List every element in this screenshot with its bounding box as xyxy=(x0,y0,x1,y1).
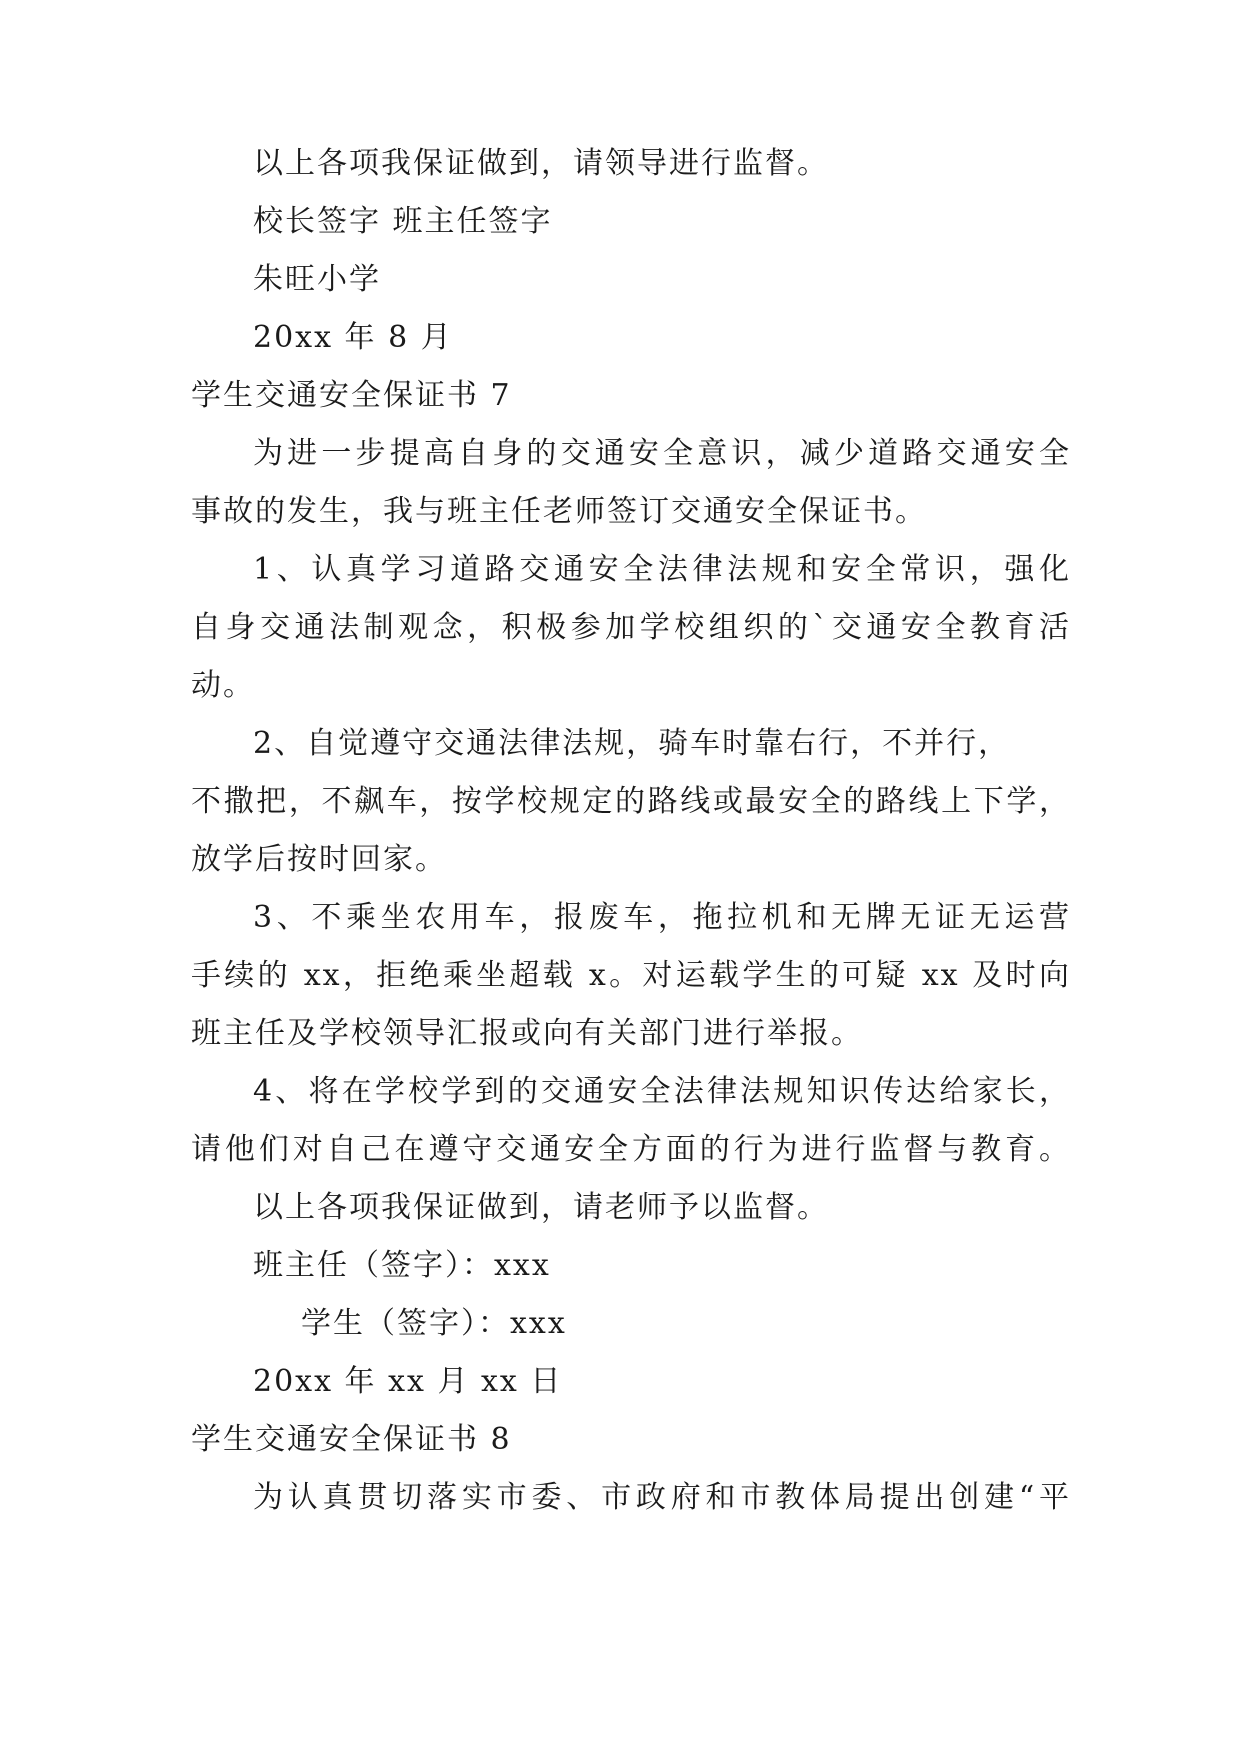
paragraph-line: 不撒把，不飙车，按学校规定的路线或最安全的路线上下学， xyxy=(191,784,1071,819)
paragraph-line: 4、将在学校学到的交通安全法律法规知识传达给家长， xyxy=(253,1074,1071,1109)
student-signature-line: 学生（签字）：xxx xyxy=(301,1306,567,1341)
paragraph-line: 2、自觉遵守交通法律法规，骑车时靠右行，不并行， xyxy=(253,726,1011,761)
teacher-signature-line: 班主任（签字）：xxx xyxy=(253,1248,551,1283)
paragraph-line: 为认真贯切落实市委、市政府和市教体局提出创建“平 xyxy=(253,1480,1071,1515)
signature-line: 校长签字 班主任签字 xyxy=(253,204,553,239)
date-line: 20xx 年 xx 月 xx 日 xyxy=(253,1364,563,1399)
paragraph-line: 班主任及学校领导汇报或向有关部门进行举报。 xyxy=(191,1016,863,1051)
paragraph-line: 请他们对自己在遵守交通安全方面的行为进行监督与教育。 xyxy=(191,1132,1071,1167)
paragraph-line: 动。 xyxy=(191,668,255,703)
paragraph-line: 手续的 xx，拒绝乘坐超载 x。对运载学生的可疑 xx 及时向 xyxy=(191,958,1071,993)
paragraph-line: 放学后按时回家。 xyxy=(191,842,447,877)
date-line: 20xx 年 8 月 xyxy=(253,320,453,355)
pledge-closing-line: 以上各项我保证做到，请老师予以监督。 xyxy=(253,1190,829,1225)
paragraph-line: 1、认真学习道路交通安全法律法规和安全常识，强化 xyxy=(253,552,1071,587)
pledge-closing-line: 以上各项我保证做到，请领导进行监督。 xyxy=(253,146,829,181)
school-name: 朱旺小学 xyxy=(253,262,381,297)
paragraph-line: 为进一步提高自身的交通安全意识，减少道路交通安全 xyxy=(253,436,1071,471)
section-heading: 学生交通安全保证书 7 xyxy=(191,378,512,413)
paragraph-line: 3、不乘坐农用车，报废车，拖拉机和无牌无证无运营 xyxy=(253,900,1071,935)
paragraph-line: 事故的发生，我与班主任老师签订交通安全保证书。 xyxy=(191,494,927,529)
section-heading: 学生交通安全保证书 8 xyxy=(191,1422,512,1457)
paragraph-line: 自身交通法制观念，积极参加学校组织的`交通安全教育活 xyxy=(191,610,1071,645)
